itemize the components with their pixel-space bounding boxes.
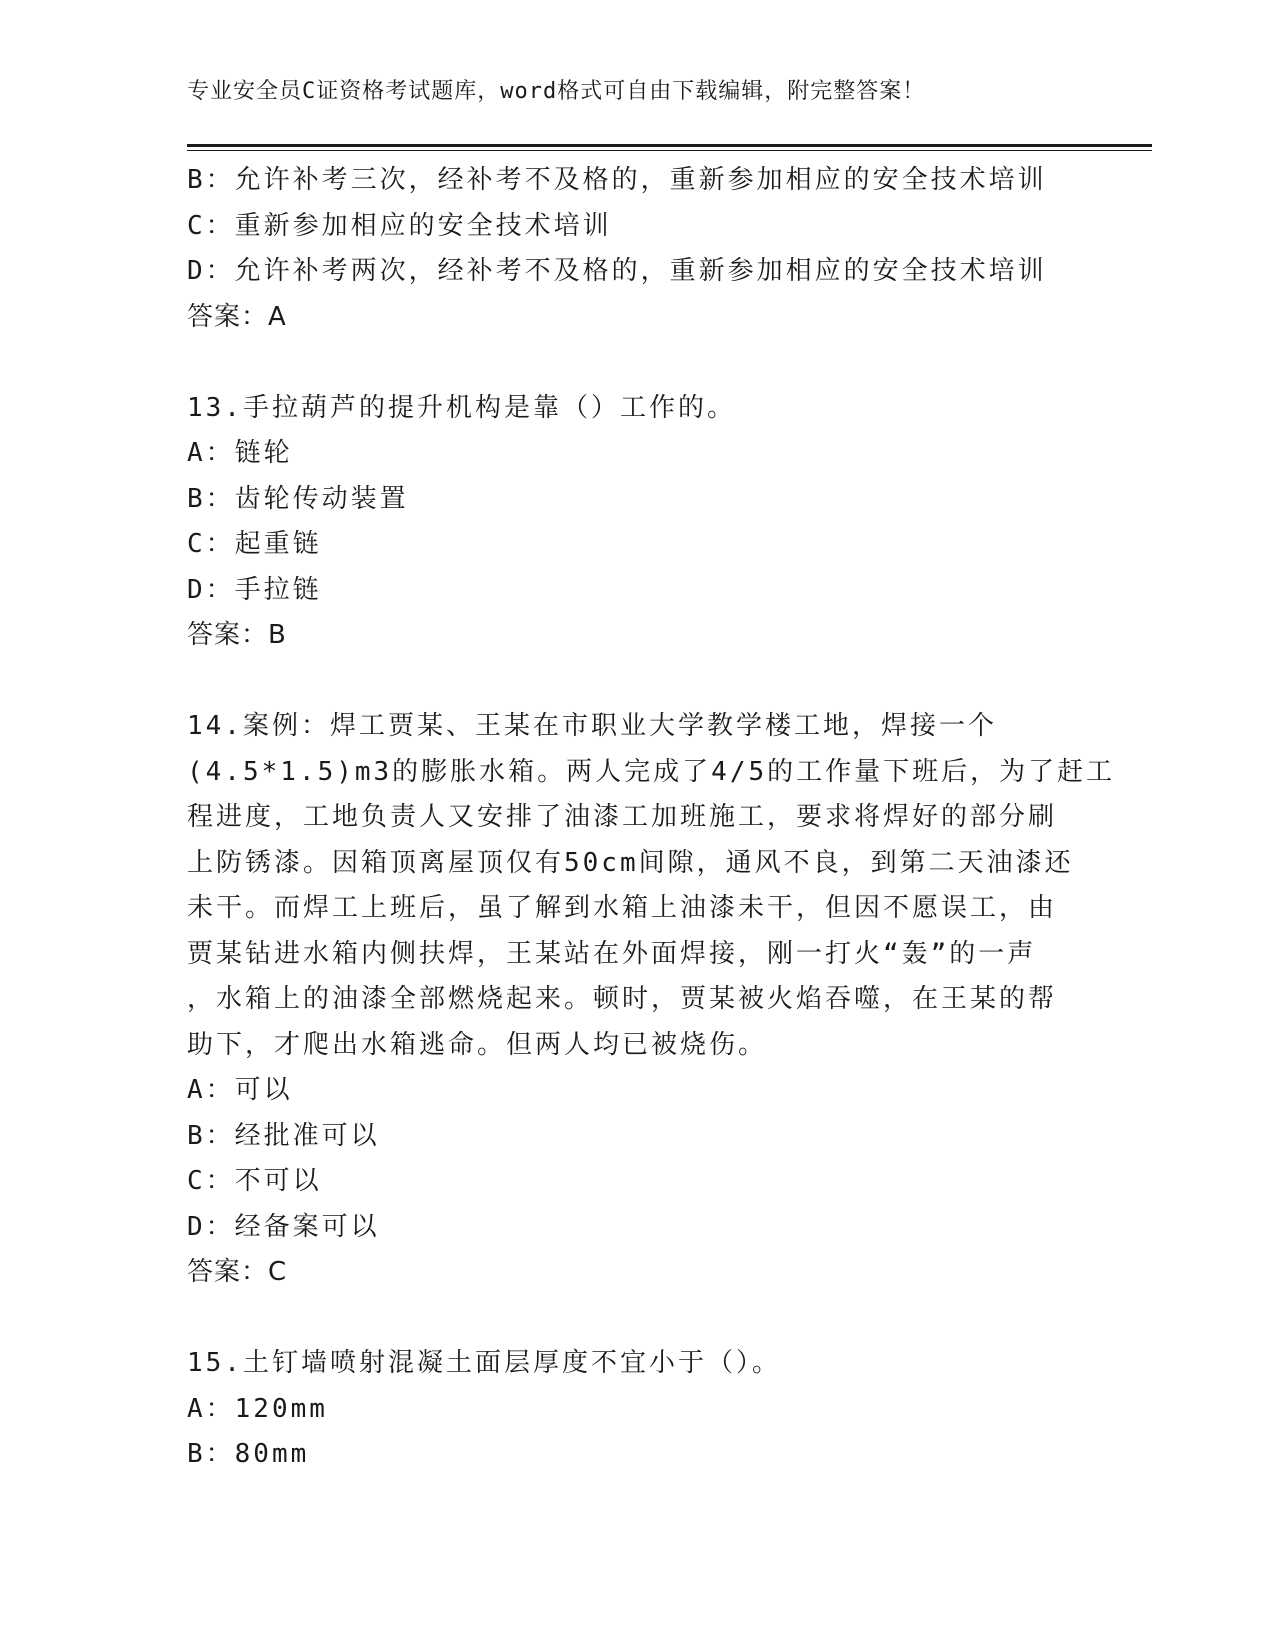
question-text-line: ，水箱上的油漆全部燃烧起来。顿时，贾某被火焰吞噬，在王某的帮 — [187, 984, 1058, 1014]
question-15 — [187, 1341, 1087, 1478]
answer-line: 答案：B — [187, 620, 287, 650]
option-d: D：允许补考两次，经补考不及格的，重新参加相应的安全技术培训 — [187, 256, 1047, 286]
option-d: D：手拉链 — [187, 574, 322, 605]
question-text-line: 上防锈漆。因箱顶离屋顶仅有50cm间隙，通风不良，到第二天油漆还 — [187, 847, 1074, 878]
answer-line: 答案：C — [187, 1257, 288, 1287]
page-header: 专业安全员C证资格考试题库，word格式可自由下载编辑，附完整答案！ — [187, 79, 926, 104]
question-text-line: (4.5*1.5)m3的膨胀水箱。两人完成了4/5的工作量下班后，为了赶工 — [187, 756, 1116, 787]
question-text: 15.土钉墙喷射混凝土面层厚度不宜小于（）。 — [187, 1348, 781, 1378]
question-text-line: 14.案例：焊工贾某、王某在市职业大学教学楼工地，焊接一个 — [187, 711, 997, 741]
header-rule-thick — [187, 144, 1152, 147]
question-text-line: 助下，才爬出水箱逃命。但两人均已被烧伤。 — [187, 1029, 768, 1060]
option-c: C：不可以 — [187, 1166, 322, 1196]
question-text-line: 程进度，工地负责人又安排了油漆工加班施工，要求将焊好的部分刷 — [187, 802, 1058, 832]
option-b: B：80mm — [187, 1439, 310, 1469]
option-b: B：经批准可以 — [187, 1120, 380, 1151]
question-text: 13.手拉葫芦的提升机构是靠（）工作的。 — [187, 392, 736, 423]
spacer — [187, 340, 1087, 386]
question-12-tail — [187, 158, 1087, 340]
question-13 — [187, 386, 1087, 659]
option-b: B：齿轮传动装置 — [187, 483, 409, 514]
question-14 — [187, 704, 1116, 1296]
option-d: D：经备案可以 — [187, 1211, 380, 1242]
option-b: B：允许补考三次，经补考不及格的，重新参加相应的安全技术培训 — [187, 165, 1047, 195]
option-a: A：120mm — [187, 1393, 328, 1424]
question-text-line: 贾某钻进水箱内侧扶焊，王某站在外面焊接，刚一打火“轰”的一声 — [187, 938, 1037, 969]
option-c: C：起重链 — [187, 529, 322, 559]
option-a: A：链轮 — [187, 438, 293, 468]
document-body — [187, 158, 1116, 1478]
header-rule-thin — [187, 150, 1152, 151]
answer-line: 答案：A — [187, 301, 287, 332]
option-c: C：重新参加相应的安全技术培训 — [187, 210, 612, 241]
option-a: A：可以 — [187, 1075, 293, 1105]
spacer — [187, 1296, 1087, 1342]
question-text-line: 未干。而焊工上班后，虽了解到水箱上油漆未干，但因不愿误工，由 — [187, 893, 1058, 923]
spacer — [187, 659, 1087, 705]
